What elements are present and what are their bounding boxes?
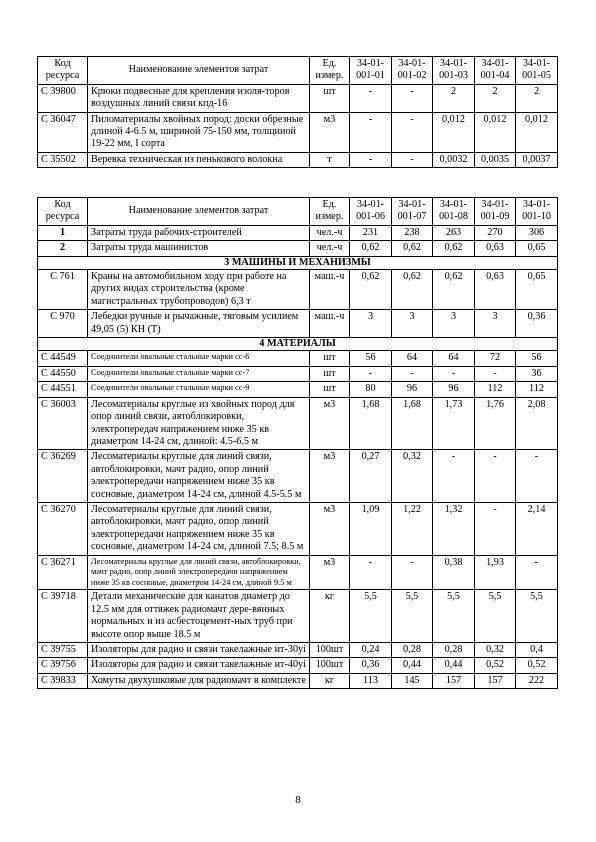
resource-value: 263 bbox=[433, 225, 475, 240]
resource-value: 5,5 bbox=[433, 590, 475, 643]
resource-value: 157 bbox=[475, 673, 516, 688]
column-header: 34-01-001-03 bbox=[433, 57, 475, 85]
resource-code: С 39756 bbox=[38, 658, 88, 673]
resource-value: 0,65 bbox=[516, 241, 558, 256]
resource-value: 96 bbox=[433, 382, 475, 397]
resource-value: 5,5 bbox=[475, 590, 516, 643]
resource-unit: маш.-ч bbox=[310, 270, 350, 310]
resource-code: С 36003 bbox=[38, 397, 88, 450]
resource-code: С 44550 bbox=[38, 366, 88, 381]
resource-value: 0,0035 bbox=[475, 152, 516, 167]
table-row bbox=[38, 225, 558, 240]
resource-value: 3 bbox=[350, 310, 392, 338]
resource-value: 2,14 bbox=[516, 502, 558, 555]
resource-name: Затраты труда машинистов bbox=[88, 241, 310, 256]
table-row bbox=[38, 502, 558, 555]
column-header: 34-01-001-04 bbox=[475, 57, 516, 85]
resource-value: 0,0032 bbox=[433, 152, 475, 167]
resource-value: 0,52 bbox=[516, 658, 558, 673]
column-header: 34-01-001-07 bbox=[392, 198, 433, 226]
resource-unit: м3 bbox=[310, 555, 350, 590]
resource-name: Краны на автомобильном ходу при работе на других видах строительства (кроме магистральных трубопроводов) 6,3 т bbox=[88, 270, 310, 310]
resource-value: - bbox=[350, 366, 392, 381]
resource-value: 80 bbox=[350, 382, 392, 397]
resource-value: 1,76 bbox=[475, 397, 516, 450]
resource-name: Изоляторы для радио и связи такелажные ит-40уі bbox=[88, 658, 310, 673]
resource-value: 0,28 bbox=[392, 642, 433, 657]
resource-name: Веревка техническая из пенькового волокна bbox=[88, 152, 310, 167]
resource-value: - bbox=[350, 84, 392, 112]
resource-value: 0,62 bbox=[392, 241, 433, 256]
resource-value: - bbox=[392, 152, 433, 167]
resource-value: - bbox=[350, 555, 392, 590]
table-row bbox=[38, 450, 558, 503]
resource-unit: чел.-ч bbox=[310, 241, 350, 256]
resources-table-1 bbox=[37, 56, 558, 168]
resource-value: - bbox=[475, 502, 516, 555]
table-row bbox=[38, 152, 558, 167]
resource-value: - bbox=[392, 366, 433, 381]
resource-value: 0,44 bbox=[392, 658, 433, 673]
resource-value: 1,68 bbox=[350, 397, 392, 450]
resource-value: 3 bbox=[475, 310, 516, 338]
resource-value: 157 bbox=[433, 673, 475, 688]
resource-unit: шт bbox=[310, 351, 350, 366]
table-row bbox=[38, 397, 558, 450]
resource-value: - bbox=[433, 366, 475, 381]
resource-name: Соединители овальные стальные марки сс-6 bbox=[88, 351, 310, 366]
resource-value: 0,32 bbox=[475, 642, 516, 657]
column-header: 34-01-001-02 bbox=[392, 57, 433, 85]
table-row bbox=[38, 351, 558, 366]
resource-value: 231 bbox=[350, 225, 392, 240]
resource-code: С 44549 bbox=[38, 351, 88, 366]
resource-code: С 761 bbox=[38, 270, 88, 310]
resource-value: 0,012 bbox=[475, 112, 516, 152]
resource-value: 2 bbox=[475, 84, 516, 112]
header-row bbox=[38, 57, 558, 85]
resource-value: 306 bbox=[516, 225, 558, 240]
resource-value: 56 bbox=[350, 351, 392, 366]
resource-value: 72 bbox=[475, 351, 516, 366]
resource-unit: 100шт bbox=[310, 658, 350, 673]
resource-value: - bbox=[392, 84, 433, 112]
resource-value: 0,012 bbox=[516, 112, 558, 152]
resource-value: 0,62 bbox=[392, 270, 433, 310]
resource-value: 0,24 bbox=[350, 642, 392, 657]
resource-value: 112 bbox=[516, 382, 558, 397]
resource-value: 5,5 bbox=[392, 590, 433, 643]
table-row bbox=[38, 241, 558, 256]
section-title: 4 МАТЕРИАЛЫ bbox=[38, 338, 558, 351]
table-row bbox=[38, 642, 558, 657]
resource-code: С 39718 bbox=[38, 590, 88, 643]
column-header: Наименование элементов затрат bbox=[88, 198, 310, 226]
resource-value: 0,65 bbox=[516, 270, 558, 310]
resource-code: С 970 bbox=[38, 310, 88, 338]
resource-code: С 39833 bbox=[38, 673, 88, 688]
resource-value: 0,36 bbox=[350, 658, 392, 673]
column-header: 34-01-001-05 bbox=[516, 57, 558, 85]
resource-code: С 35502 bbox=[38, 152, 88, 167]
resource-value: 0,63 bbox=[475, 241, 516, 256]
resource-name: Изоляторы для радио и связи такелажные ит-30уі bbox=[88, 642, 310, 657]
resource-value: 2,08 bbox=[516, 397, 558, 450]
resource-value: 64 bbox=[392, 351, 433, 366]
resource-value: 1,73 bbox=[433, 397, 475, 450]
table-row bbox=[38, 555, 558, 590]
resource-name: Лесоматериалы круглые из хвойных пород для опор линий связи, автоблокировки, электропередач напряжением ниже 35 кв диаметром 14-24 см, длиной: 4.5-6.5 м bbox=[88, 397, 310, 450]
resource-value: 1,68 bbox=[392, 397, 433, 450]
resource-value: 238 bbox=[392, 225, 433, 240]
resource-unit: шт bbox=[310, 366, 350, 381]
resource-unit: кг bbox=[310, 673, 350, 688]
column-header: Код ресурса bbox=[38, 57, 88, 85]
table-row bbox=[38, 112, 558, 152]
resource-value: 1,32 bbox=[433, 502, 475, 555]
resource-name: Соединители овальные стальные марки сс-7 bbox=[88, 366, 310, 381]
resource-unit: шт bbox=[310, 382, 350, 397]
table-row bbox=[38, 310, 558, 338]
section-row bbox=[38, 256, 558, 269]
resource-value: 222 bbox=[516, 673, 558, 688]
resource-value: 0,0037 bbox=[516, 152, 558, 167]
resource-value: - bbox=[392, 112, 433, 152]
header-row bbox=[38, 198, 558, 226]
resource-name: Затраты труда рабочих-строителей bbox=[88, 225, 310, 240]
resource-name: Крюки подвесные для крепления изоля-торов воздушных линий связи кпд-16 bbox=[88, 84, 310, 112]
resource-code: С 39755 bbox=[38, 642, 88, 657]
table-row bbox=[38, 673, 558, 688]
resource-value: - bbox=[392, 555, 433, 590]
resource-code: С 36047 bbox=[38, 112, 88, 152]
resource-value: 1,22 bbox=[392, 502, 433, 555]
column-header: 34-01-001-01 bbox=[350, 57, 392, 85]
resource-unit: м3 bbox=[310, 397, 350, 450]
resource-value: 96 bbox=[392, 382, 433, 397]
column-header: 34-01-001-06 bbox=[350, 198, 392, 226]
resource-value: 113 bbox=[350, 673, 392, 688]
resource-name: Хомуты двухушковые для радиомачт в комплекте bbox=[88, 673, 310, 688]
resource-value: 3 bbox=[433, 310, 475, 338]
resource-code: С 36271 bbox=[38, 555, 88, 590]
resource-value: 0,38 bbox=[433, 555, 475, 590]
column-header: 34-01-001-10 bbox=[516, 198, 558, 226]
table-row bbox=[38, 366, 558, 381]
resource-value: - bbox=[350, 112, 392, 152]
resource-name: Детали механические для канатов диаметр до 12.5 мм для оттяжек радиомачт дере-вянных нормальных и из асбестоцемент-ных труб при высоте опор выше 18.5 м bbox=[88, 590, 310, 643]
resource-code: 2 bbox=[38, 241, 88, 256]
resource-name: Лесоматериалы круглые для линий связи, автоблокировки, мачт радио, опор линий электропередачи напряжением ниже 35 кв сосновые, диаметром 14-24 см, длиной 4.5-5.5 м bbox=[88, 450, 310, 503]
column-header: Код ресурса bbox=[38, 198, 88, 226]
resource-value: 3 bbox=[392, 310, 433, 338]
resource-value: 2 bbox=[516, 84, 558, 112]
resource-name: Лесоматериалы круглые для линий связи, автоблокировки, мачт радио, опор линий электропередачи напряжением ниже 35 кв сосновые, диаметром 14-24 см, длиной 9.5 м bbox=[88, 555, 310, 590]
resource-value: 64 bbox=[433, 351, 475, 366]
resource-code: 1 bbox=[38, 225, 88, 240]
section-row bbox=[38, 338, 558, 351]
page-number: 8 bbox=[295, 794, 301, 806]
resource-value: 5,5 bbox=[350, 590, 392, 643]
resources-table-2 bbox=[37, 197, 558, 689]
resource-value: 1,93 bbox=[475, 555, 516, 590]
resource-code: С 39800 bbox=[38, 84, 88, 112]
resource-name: Соединители овальные стальные марки сс-9 bbox=[88, 382, 310, 397]
column-header: Наименование элементов затрат bbox=[88, 57, 310, 85]
resource-value: - bbox=[516, 555, 558, 590]
resource-value: 145 bbox=[392, 673, 433, 688]
resource-value: 0,28 bbox=[433, 642, 475, 657]
resource-code: С 44551 bbox=[38, 382, 88, 397]
section-title: 3 МАШИНЫ И МЕХАНИЗМЫ bbox=[38, 256, 558, 269]
resource-unit: м3 bbox=[310, 112, 350, 152]
resource-value: - bbox=[350, 152, 392, 167]
resource-value: - bbox=[475, 450, 516, 503]
resource-value: 0,62 bbox=[433, 270, 475, 310]
resource-value: 2 bbox=[433, 84, 475, 112]
resource-value: - bbox=[433, 450, 475, 503]
resource-name: Пиломатериалы хвойных пород: доски обрезные длиной 4-6.5 м, шириной 75-150 мм, толщиной 19-22 мм, I сорта bbox=[88, 112, 310, 152]
resource-name: Лебедки ручные и рычажные, тяговым усилием 49,05 (5) КН (Т) bbox=[88, 310, 310, 338]
resource-unit: м3 bbox=[310, 450, 350, 503]
resource-name: Лесоматериалы круглые для линий связи, автоблокировки, мачт радио, опор линий электропередачи напряжением ниже 35 кв сосновые, диаметром 14-24 см, длиной 7.5; 8.5 м bbox=[88, 502, 310, 555]
table-row bbox=[38, 590, 558, 643]
resource-unit: 100шт bbox=[310, 642, 350, 657]
resource-value: 0,63 bbox=[475, 270, 516, 310]
resource-value: 5,5 bbox=[516, 590, 558, 643]
resource-unit: маш.-ч bbox=[310, 310, 350, 338]
resource-value: 0,62 bbox=[350, 241, 392, 256]
resource-value: 112 bbox=[475, 382, 516, 397]
table-row bbox=[38, 270, 558, 310]
table-row bbox=[38, 382, 558, 397]
resource-value: 0,4 bbox=[516, 642, 558, 657]
resource-value: 56 bbox=[516, 351, 558, 366]
resource-value: 0,32 bbox=[392, 450, 433, 503]
resource-value: 0,36 bbox=[516, 310, 558, 338]
resource-value: 36 bbox=[516, 366, 558, 381]
resource-value: - bbox=[516, 450, 558, 503]
resource-code: С 36269 bbox=[38, 450, 88, 503]
column-header: 34-01-001-08 bbox=[433, 198, 475, 226]
resource-code: С 36270 bbox=[38, 502, 88, 555]
column-header: 34-01-001-09 bbox=[475, 198, 516, 226]
resource-unit: кг bbox=[310, 590, 350, 643]
resource-unit: шт bbox=[310, 84, 350, 112]
resource-unit: т bbox=[310, 152, 350, 167]
resource-value: 0,44 bbox=[433, 658, 475, 673]
resource-value: 0,27 bbox=[350, 450, 392, 503]
table-row bbox=[38, 658, 558, 673]
column-header: Ед. измер. bbox=[310, 57, 350, 85]
resource-value: 0,012 bbox=[433, 112, 475, 152]
resource-value: 270 bbox=[475, 225, 516, 240]
column-header: Ед. измер. bbox=[310, 198, 350, 226]
resource-value: - bbox=[475, 366, 516, 381]
resource-unit: чел.-ч bbox=[310, 225, 350, 240]
resource-value: 0,62 bbox=[433, 241, 475, 256]
resource-value: 0,52 bbox=[475, 658, 516, 673]
resource-value: 0,62 bbox=[350, 270, 392, 310]
resource-value: 1,09 bbox=[350, 502, 392, 555]
table-row bbox=[38, 84, 558, 112]
resource-unit: м3 bbox=[310, 502, 350, 555]
